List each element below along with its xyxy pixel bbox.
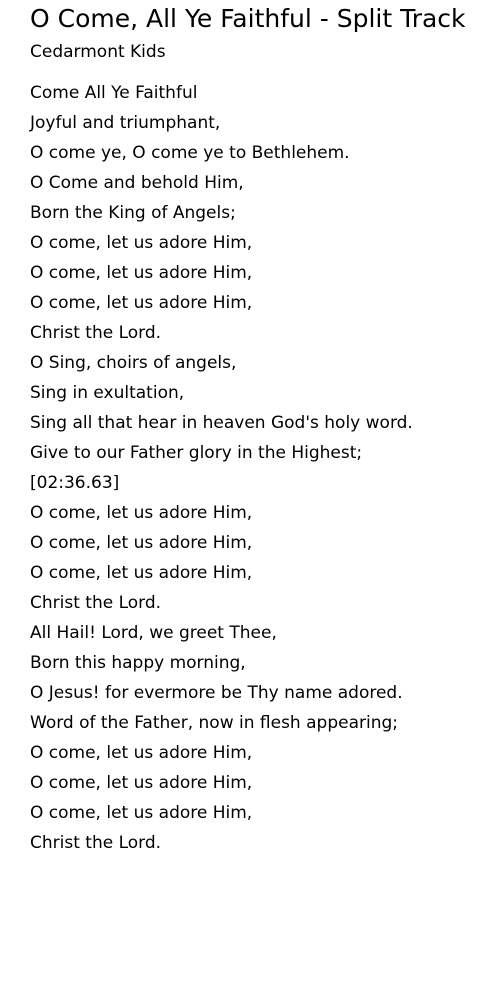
lyric-line: Word of the Father, now in flesh appearing; [30, 713, 398, 733]
lyric-line: Sing in exultation, [30, 383, 185, 403]
lyric-line: O come, let us adore Him, [30, 503, 253, 523]
lyric-line: Joyful and triumphant, [30, 113, 221, 133]
lyric-line: O Jesus! for evermore be Thy name adored. [30, 683, 403, 703]
lyric-line: Sing all that hear in heaven God's holy word. [30, 413, 413, 433]
lyric-line: O come, let us adore Him, [30, 293, 253, 313]
lyric-line: O come, let us adore Him, [30, 773, 253, 793]
lyric-line: O come ye, O come ye to Bethlehem. [30, 143, 350, 163]
lyric-line: O Sing, choirs of angels, [30, 353, 237, 373]
lyric-timestamp: [02:36.63] [30, 473, 120, 493]
artist-name: Cedarmont Kids [30, 42, 166, 62]
lyric-line: All Hail! Lord, we greet Thee, [30, 623, 277, 643]
lyric-line: Born this happy morning, [30, 653, 246, 673]
lyric-line: Christ the Lord. [30, 833, 162, 853]
lyric-line: O come, let us adore Him, [30, 233, 253, 253]
lyric-line: Born the King of Angels; [30, 203, 236, 223]
song-title: O Come, All Ye Faithful - Split Track [30, 4, 466, 33]
lyric-line: O come, let us adore Him, [30, 803, 253, 823]
lyric-line: Come All Ye Faithful [30, 83, 198, 103]
lyric-line: O come, let us adore Him, [30, 533, 253, 553]
lyric-line: O Come and behold Him, [30, 173, 244, 193]
lyric-line: O come, let us adore Him, [30, 563, 253, 583]
lyric-line: Give to our Father glory in the Highest; [30, 443, 363, 463]
lyric-line: Christ the Lord. [30, 593, 162, 613]
lyric-line: O come, let us adore Him, [30, 263, 253, 283]
lyric-line: O come, let us adore Him, [30, 743, 253, 763]
lyric-line: Christ the Lord. [30, 323, 162, 343]
lyrics-list [30, 78, 495, 858]
